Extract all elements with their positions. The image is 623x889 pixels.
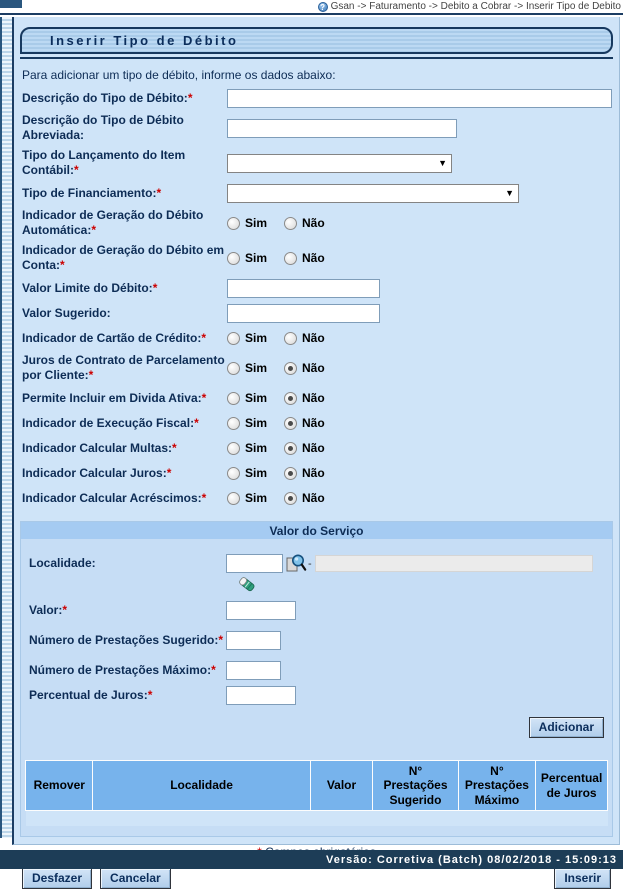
radio-nao[interactable] <box>284 417 297 430</box>
inserir-button[interactable]: Inserir <box>554 868 611 889</box>
percentual-juros-input[interactable] <box>226 686 296 705</box>
chevron-down-icon: ▼ <box>438 157 447 168</box>
required-marker: * <box>60 258 65 272</box>
required-marker: * <box>187 90 193 105</box>
radio-nao[interactable] <box>284 442 297 455</box>
left-menu-strip[interactable] <box>0 17 12 838</box>
field-label: Tipo de Financiamento: <box>22 185 157 200</box>
required-marker: * <box>91 223 97 237</box>
localidade-input[interactable] <box>226 554 283 573</box>
radio-label: Sim <box>245 331 268 345</box>
required-marker: * <box>88 368 94 382</box>
field-label: Permite Incluir em Divida Ativa: <box>22 390 202 405</box>
desfazer-button[interactable]: Desfazer <box>22 868 92 889</box>
radio-label: Não <box>302 441 325 455</box>
form-row <box>22 278 615 298</box>
page-title-tab <box>20 27 613 54</box>
field-label: Juros de Contrato de Parcelamento por Cliente: <box>22 353 225 382</box>
required-marker: * <box>147 687 153 702</box>
form-row <box>22 388 615 408</box>
radio-label: Não <box>302 251 325 265</box>
eraser-icon[interactable] <box>238 575 257 594</box>
valores-table <box>25 760 608 826</box>
required-marker: * <box>74 163 79 177</box>
required-marker: * <box>166 465 172 480</box>
valor-input[interactable] <box>226 601 296 620</box>
field-label: Valor: <box>29 602 63 617</box>
form-row <box>29 553 612 574</box>
required-marker: * <box>194 415 199 430</box>
radio-sim[interactable] <box>227 492 240 505</box>
table-header-remover: Remover <box>26 761 93 811</box>
radio-sim[interactable] <box>227 332 240 345</box>
field-label: Valor Sugerido: <box>22 305 111 320</box>
cancelar-button[interactable]: Cancelar <box>100 868 171 889</box>
field-label: Indicador de Cartão de Crédito: <box>22 330 202 345</box>
radio-label: Não <box>302 491 325 505</box>
radio-sim[interactable] <box>227 467 240 480</box>
radio-nao[interactable] <box>284 362 297 375</box>
panel-header <box>21 522 612 539</box>
required-marker: * <box>201 490 207 505</box>
top-left-decoration <box>0 0 22 8</box>
radio-label: Não <box>302 216 325 230</box>
panel-title: Valor do Serviço <box>269 523 364 538</box>
table-header-prestacoes-sugerido: N° Prestações Sugerido <box>373 761 458 811</box>
table-empty-row <box>26 811 608 826</box>
valor-sugerido-input[interactable] <box>227 304 380 323</box>
radio-nao[interactable] <box>284 467 297 480</box>
field-label: Descrição do Tipo de Débito Abreviada: <box>22 113 184 142</box>
radio-label: Não <box>302 466 325 480</box>
radio-sim[interactable] <box>227 442 240 455</box>
form-row <box>22 353 615 383</box>
radio-label: Sim <box>245 441 268 455</box>
radio-label: Não <box>302 391 325 405</box>
breadcrumb-bar <box>0 0 623 15</box>
localidade-separator: - <box>308 557 312 570</box>
radio-sim[interactable] <box>227 362 240 375</box>
table-header-localidade: Localidade <box>93 761 310 811</box>
radio-label: Sim <box>245 466 268 480</box>
form-row <box>22 413 615 433</box>
radio-label: Sim <box>245 251 268 265</box>
required-marker: * <box>156 185 162 200</box>
field-label: Localidade: <box>29 556 96 570</box>
field-label: Percentual de Juros: <box>29 687 148 702</box>
form-row <box>22 88 615 108</box>
form-row <box>22 488 615 508</box>
required-marker: * <box>62 602 68 617</box>
help-icon[interactable]: ? <box>318 2 328 12</box>
field-label: Indicador Calcular Juros: <box>22 465 167 480</box>
radio-label: Sim <box>245 491 268 505</box>
required-marker: * <box>172 440 177 455</box>
form-row <box>22 303 615 323</box>
localidade-nome-readonly <box>315 555 593 572</box>
radio-label: Sim <box>245 391 268 405</box>
radio-label: Sim <box>245 361 268 375</box>
adicionar-button[interactable]: Adicionar <box>529 717 604 738</box>
field-label: Valor Limite do Débito: <box>22 280 153 295</box>
form-row <box>22 328 615 348</box>
field-label: Indicador de Geração do Débito Automática: <box>22 208 204 237</box>
title-underline <box>20 57 613 59</box>
required-marker: * <box>201 330 207 345</box>
table-header-prestacoes-maximo: N° Prestações Máximo <box>458 761 536 811</box>
field-label: Indicador de Execução Fiscal: <box>22 415 195 430</box>
form-row <box>22 113 615 143</box>
form-row <box>22 438 615 458</box>
required-marker: * <box>218 632 224 647</box>
radio-nao[interactable] <box>284 252 297 265</box>
radio-nao[interactable] <box>284 332 297 345</box>
required-marker: * <box>211 662 216 677</box>
intro-text: Para adicionar um tipo de débito, informe os dados abaixo: <box>22 68 336 82</box>
field-label: Indicador Calcular Multas: <box>22 440 173 455</box>
valor-limite-input[interactable] <box>227 279 380 298</box>
table-header-valor: Valor <box>310 761 373 811</box>
radio-label: Sim <box>245 416 268 430</box>
prestacoes-sugerido-input[interactable] <box>226 631 281 650</box>
tipo-lancamento-select[interactable] <box>227 154 452 173</box>
required-marker: * <box>201 390 207 405</box>
field-label: Indicador Calcular Acréscimos: <box>22 490 202 505</box>
title-band <box>20 27 613 59</box>
version-bar <box>0 850 623 869</box>
form-row <box>29 600 612 620</box>
radio-label: Não <box>302 361 325 375</box>
form-row <box>29 660 612 680</box>
form-row <box>29 625 612 655</box>
form-row <box>22 148 615 178</box>
descricao-abreviada-input[interactable] <box>227 119 457 138</box>
field-label: Número de Prestações Sugerido: <box>29 632 219 647</box>
chevron-down-icon: ▼ <box>505 187 514 198</box>
table-header-percentual-juros: Percentual de Juros <box>536 761 608 811</box>
search-icon[interactable] <box>286 553 307 574</box>
required-marker: * <box>152 280 158 295</box>
valor-servico-panel <box>20 521 613 837</box>
descricao-tipo-debito-input[interactable] <box>227 89 612 108</box>
radio-sim[interactable] <box>227 217 240 230</box>
radio-sim[interactable] <box>227 417 240 430</box>
field-label: Indicador de Geração do Débito em Conta: <box>22 243 225 272</box>
version-text: Versão: Corretiva (Batch) 08/02/2018 - 15:09:13 <box>326 853 617 866</box>
radio-label: Não <box>302 331 325 345</box>
form-row <box>29 685 612 705</box>
radio-label: Sim <box>245 216 268 230</box>
radio-nao[interactable] <box>284 392 297 405</box>
breadcrumb: Gsan -> Faturamento -> Debito a Cobrar -> Inserir Tipo de Debito <box>330 1 621 12</box>
radio-nao[interactable] <box>284 492 297 505</box>
field-label: Descrição do Tipo de Débito: <box>22 90 188 105</box>
tipo-financiamento-select[interactable] <box>227 184 519 203</box>
form-row <box>22 208 615 238</box>
radio-nao[interactable] <box>284 217 297 230</box>
page-title: Inserir Tipo de Débito <box>50 33 239 48</box>
form-row <box>22 463 615 483</box>
radio-sim[interactable] <box>227 252 240 265</box>
field-label: Número de Prestações Máximo: <box>29 662 212 677</box>
form-row <box>22 243 615 273</box>
radio-label: Não <box>302 416 325 430</box>
prestacoes-maximo-input[interactable] <box>226 661 281 680</box>
field-label: Tipo do Lançamento do Item Contábil: <box>22 148 186 177</box>
radio-sim[interactable] <box>227 392 240 405</box>
form-row <box>22 183 615 203</box>
